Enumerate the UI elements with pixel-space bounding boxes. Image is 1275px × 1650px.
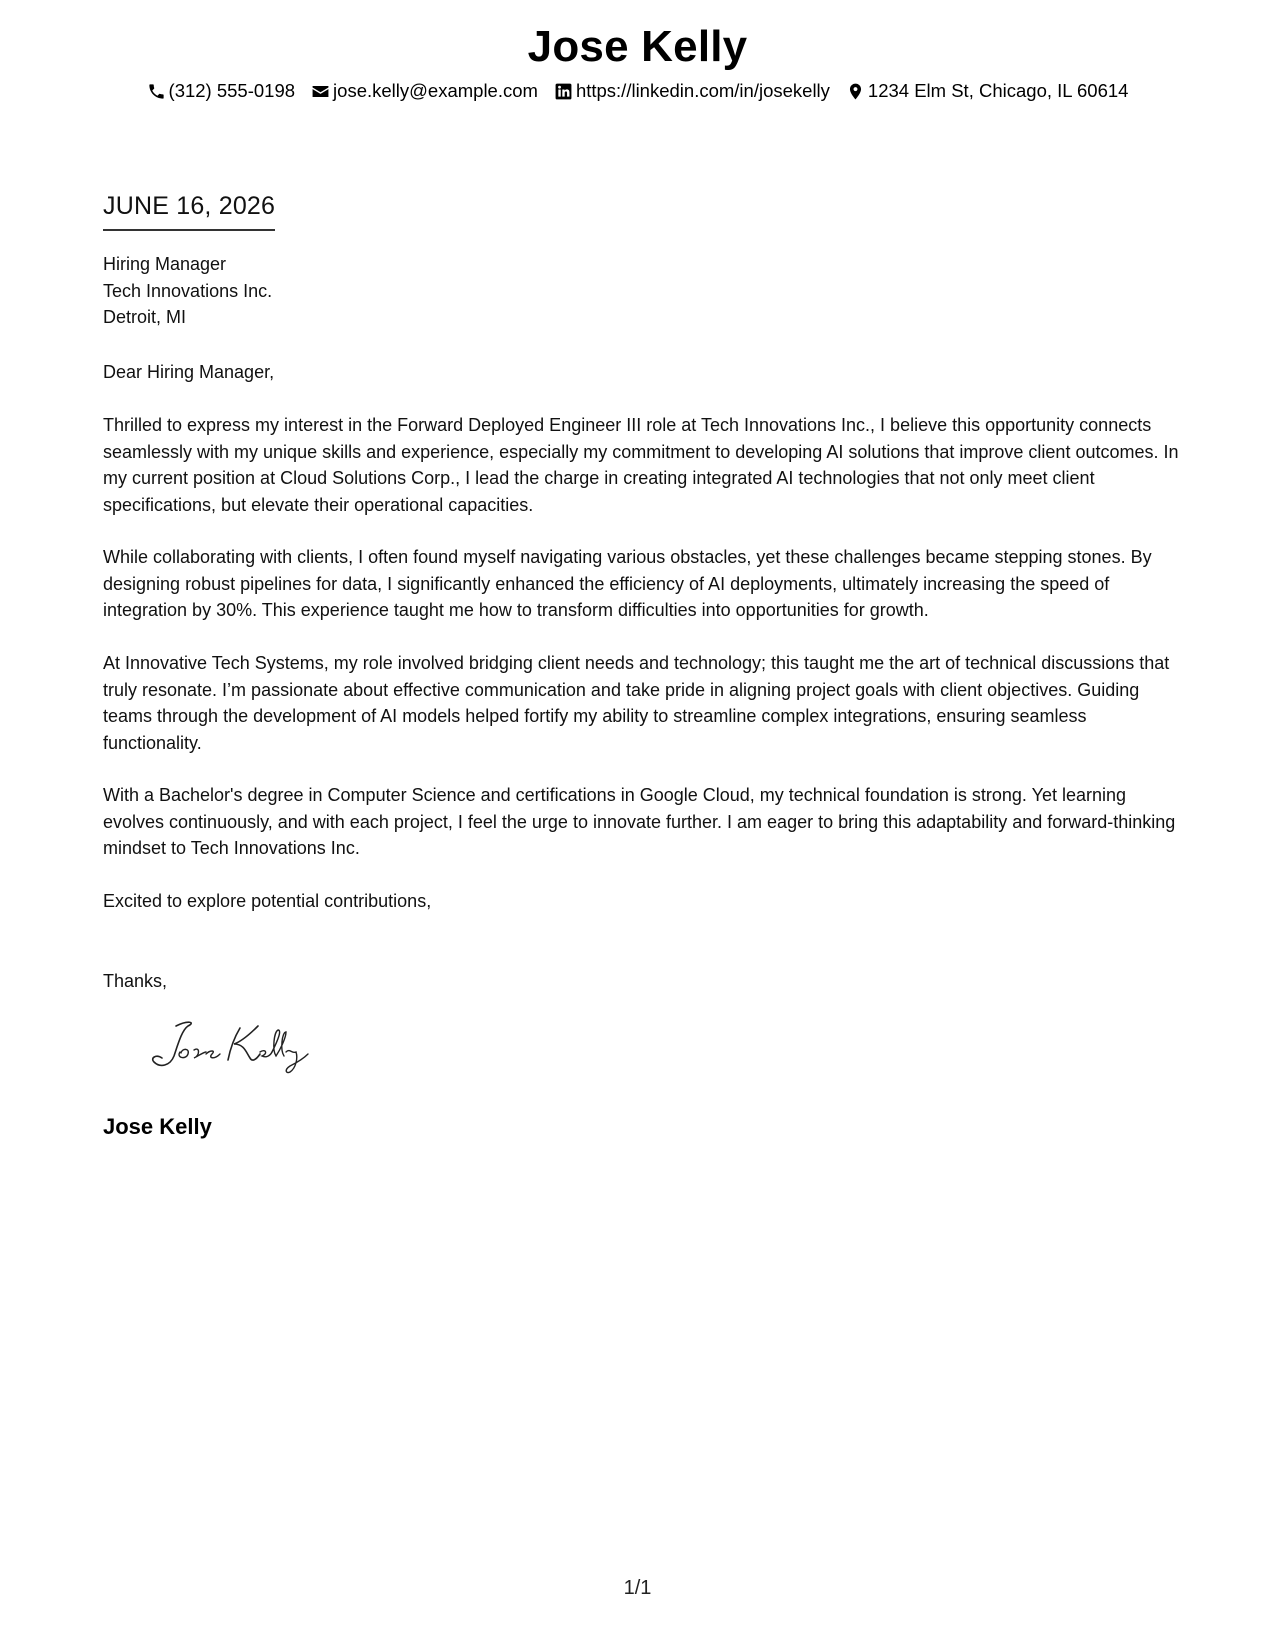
closing-line: Excited to explore potential contributions, <box>103 891 432 911</box>
greeting: Dear Hiring Manager, <box>103 362 275 382</box>
email-text: jose.kelly@example.com <box>333 80 538 101</box>
phone-icon <box>147 82 166 101</box>
contact-phone <box>147 80 296 102</box>
contact-linkedin[interactable] <box>554 80 830 102</box>
handwritten-signature <box>148 1016 328 1076</box>
contact-email[interactable] <box>311 80 538 102</box>
address-text: 1234 Elm St, Chicago, IL 60614 <box>867 80 1129 101</box>
body-paragraph: At Innovative Tech Systems, my role involved bridging client needs and technology; this taught me the art of technical discussions that truly resonate. I’m passionate about effective communication and take pride in aligning project goals with client objectives. Guiding teams through the development of AI models helped fortify my ability to streamline complex integrations, ensuring seamless functionality. <box>103 653 1170 753</box>
recipient-location: Detroit, MI <box>103 307 187 327</box>
linkedin-icon <box>554 82 573 101</box>
recipient-company: Tech Innovations Inc. <box>103 280 273 301</box>
recipient-title: Hiring Manager <box>103 254 227 274</box>
body-paragraph: With a Bachelor's degree in Computer Science and certifications in Google Cloud, my technical foundation is strong. Yet learning evolves continuously, and with each project, I feel the urge to innovate further. I am eager to bring this adaptability and forward-thinking mindset to Tech Innovations Inc. <box>103 785 1176 858</box>
contact-info <box>0 80 1275 102</box>
signoff: Thanks, <box>103 971 168 991</box>
phone-text: (312) 555-0198 <box>168 80 296 101</box>
map-marker-icon <box>846 82 865 101</box>
page-number: 1/1 <box>623 1577 652 1599</box>
applicant-name: Jose Kelly <box>527 22 748 71</box>
body-paragraph: Thrilled to express my interest in the Forward Deployed Engineer III role at Tech Innovations Inc., I believe this opportunity connects seamlessly with my unique skills and experience, especially my commitment to developing AI solutions that improve client outcomes. In my current position at Cloud Solutions Corp., I lead the charge in creating integrated AI technologies that not only meet client specifications, but elevate their operational capacities. <box>103 415 1179 515</box>
contact-address <box>846 80 1129 102</box>
signer-name: Jose Kelly <box>103 1114 212 1139</box>
envelope-icon <box>311 82 330 101</box>
letter-date: JUNE 16, 2026 <box>103 192 275 231</box>
recipient-block <box>103 251 1183 331</box>
linkedin-text: https://linkedin.com/in/josekelly <box>575 80 830 101</box>
body-paragraph: While collaborating with clients, I often found myself navigating various obstacles, yet these challenges became stepping stones. By designing robust pipelines for data, I significantly enhanced the efficiency of AI deployments, ultimately increasing the speed of integration by 30%. This experience taught me how to transform difficulties into opportunities for growth. <box>103 547 1152 620</box>
